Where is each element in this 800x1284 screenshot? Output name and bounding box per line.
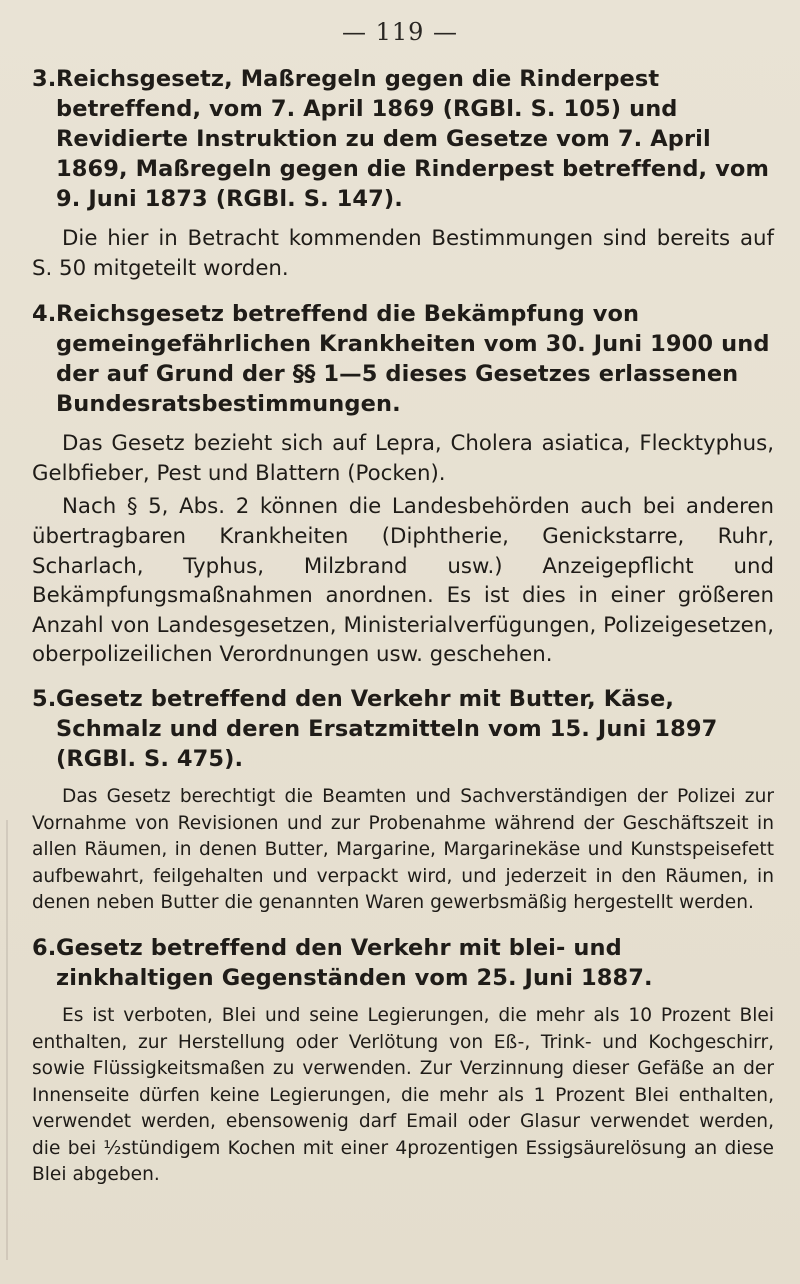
section-heading: [32, 299, 774, 419]
paragraph: Es ist verboten, Blei und seine Legierungen, die mehr als 10 Prozent Blei enthalten, zur Herstellung oder Verlötung von Eß-, Trink- und Kochgeschirr, sowie Flüssigkeitsmaßen zu verwenden. Zur Verzinnung dieser Gefäße an der Innenseite dürfen keine Legierungen, die mehr als 1 Prozent Blei enthalten, verwendet werden, ebensowenig darf Email oder Glasur verwendet werden, die bei ½stündigem Kochen mit einer 4prozentigen Essigsäurelösung an diese Blei abgeben.: [32, 1004, 774, 1186]
section-number: 4.: [32, 301, 57, 328]
section-heading: [32, 933, 774, 993]
section-number: 6.: [32, 934, 57, 961]
section-number: 5.: [32, 685, 57, 712]
paragraph: Das Gesetz bezieht sich auf Lepra, Cholera asiatica, Flecktyphus, Gelbfieber, Pest und Blattern (Pocken).: [32, 431, 774, 486]
section-4: [32, 299, 774, 670]
section-heading: [32, 684, 774, 774]
paragraph: Das Gesetz berechtigt die Beamten und Sachverständigen der Polizei zur Vornahme von Revisionen und zur Probenahme während der Geschäftszeit in allen Räumen, in denen Butter, Margarine, Margarinekäse und Kunstspeisefett aufbewahrt, feilgehalten und verpackt wird, und jederzeit in den Räumen, in denen neben Butter die genannten Waren gewerbsmäßig hergestellt werden.: [32, 785, 774, 914]
page-edge-shadow: [6, 820, 8, 1260]
section-6: [32, 933, 774, 1189]
section-5: [32, 684, 774, 917]
section-3: [32, 64, 774, 283]
section-title: Gesetz betreffend den Verkehr mit blei- und zinkhaltigen Gegenständen vom 25. Juni 1887.: [56, 934, 653, 991]
section-number: 3.: [32, 66, 57, 92]
paragraph: Nach § 5, Abs. 2 können die Landesbehörden auch bei anderen übertragbaren Krankheiten (Diphtherie, Genickstarre, Ruhr, Scharlach, Typhus, Milzbrand usw.) Anzeigepflicht und Bekämpfungsmaßnahmen anordnen. Es ist dies in einer größeren Anzahl von Landesgesetzen, Ministerialverfügungen, Polizeigesetzen, oberpolizeilichen Verordnungen usw. geschehen.: [32, 494, 774, 668]
section-title: Reichsgesetz betreffend die Bekämpfung von gemeingefährlichen Krankheiten vom 30. Juni 1900 und der auf Grund der §§ 1—5 dieses Gesetzes erlassenen Bundesratsbestimmungen.: [56, 301, 770, 418]
section-heading: [32, 64, 774, 214]
page-number: — 119 —: [341, 18, 459, 46]
section-title: Reichsgesetz, Maßregeln gegen die Rinderpest betreffend, vom 7. April 1869 (RGBl. S. 105) und Revidierte Instruktion zu dem Gesetze vom 7. April 1869, Maßregeln gegen die Rinderpest betreffend, vom 9. Juni 1873 (RGBl. S. 147).: [56, 66, 769, 212]
paragraph: Die hier in Betracht kommenden Bestimmungen sind bereits auf S. 50 mitgeteilt worden.: [32, 226, 774, 281]
section-title: Gesetz betreffend den Verkehr mit Butter, Käse, Schmalz und deren Ersatzmitteln vom 15. Juni 1897 (RGBl. S. 475).: [56, 685, 718, 772]
page-content: [32, 64, 774, 1189]
